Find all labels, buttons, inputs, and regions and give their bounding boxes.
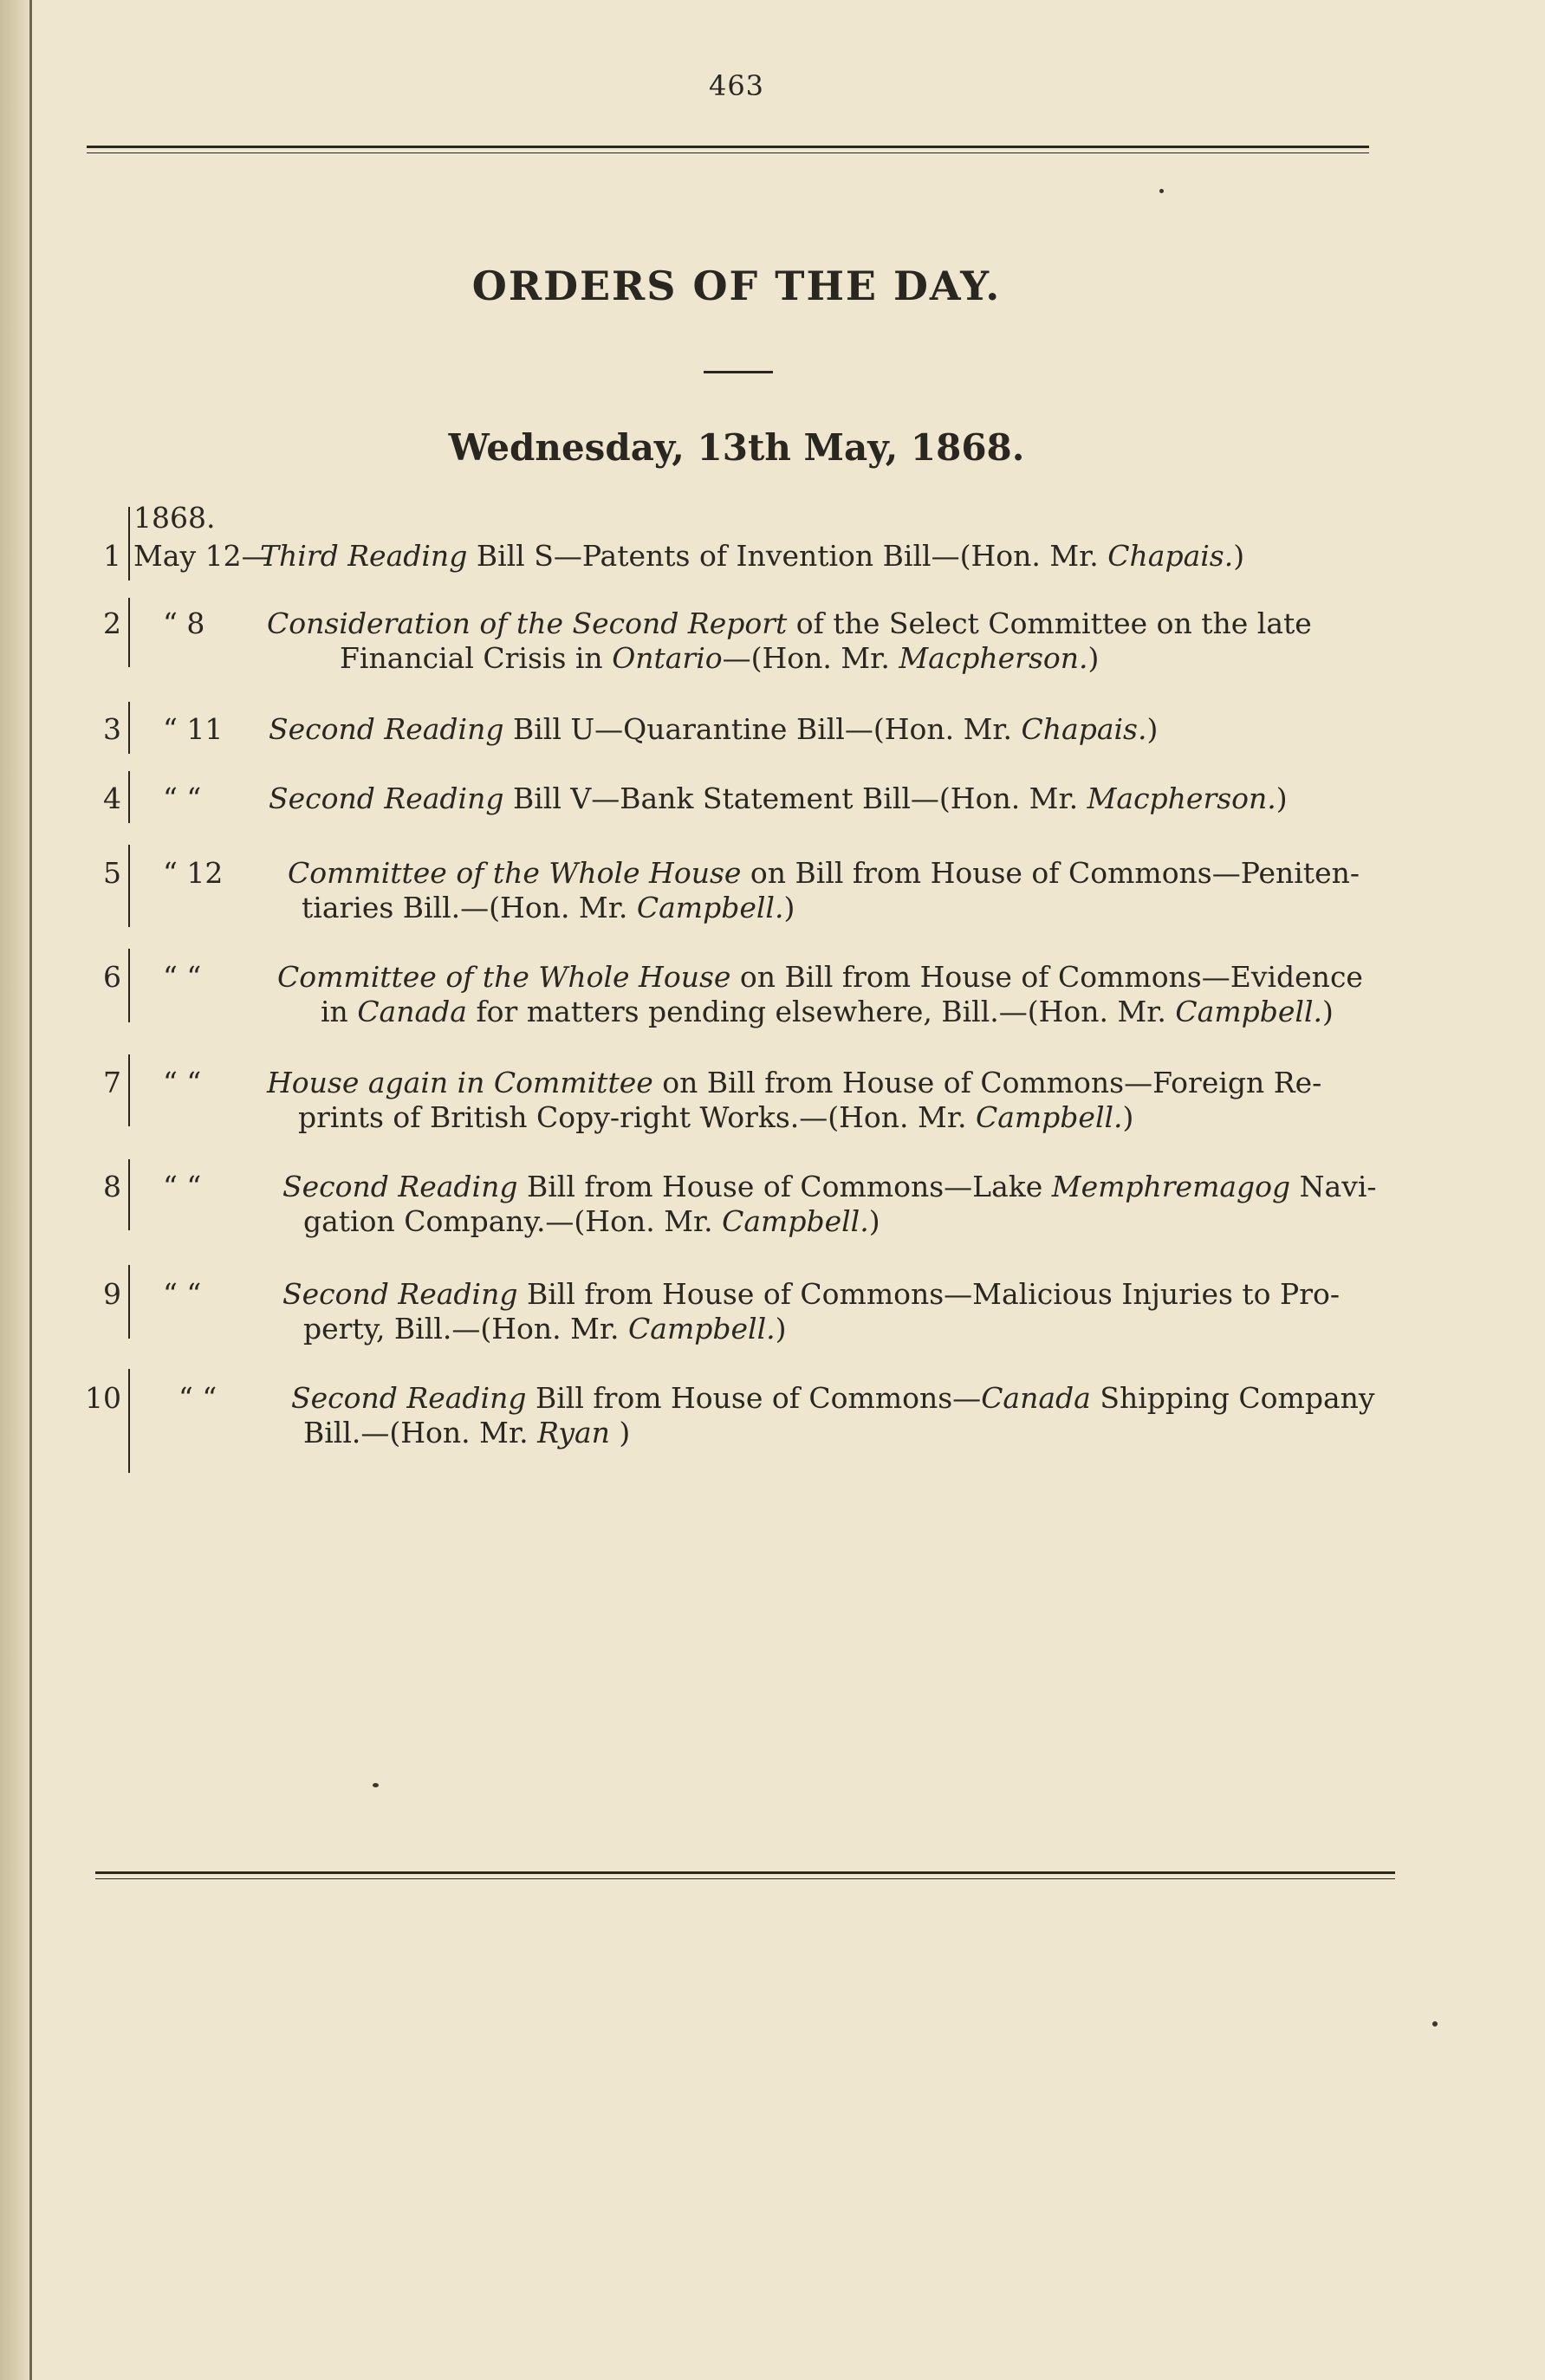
item-text-line1 bbox=[288, 856, 1360, 890]
text-segment: in bbox=[321, 995, 358, 1028]
speck bbox=[373, 1783, 379, 1787]
date-heading: Wednesday, 13th May, 1868. bbox=[448, 426, 1025, 469]
item-number: 7 bbox=[103, 1066, 121, 1099]
column-rule bbox=[128, 1265, 130, 1339]
text-segment: prints of British Copy-right Works.—(Hon. Mr. bbox=[298, 1100, 976, 1134]
item-date: “ 11 bbox=[163, 712, 224, 746]
text-segment: Bill U—Quarantine Bill—(Hon. Mr. bbox=[503, 712, 1022, 746]
italic-text: Ontario bbox=[612, 641, 723, 675]
text-segment: ) bbox=[1146, 712, 1159, 746]
item-text-line1 bbox=[291, 1381, 1375, 1415]
item-text-line1 bbox=[269, 712, 1158, 746]
item-text-line2 bbox=[340, 641, 1099, 675]
item-text-line2 bbox=[303, 1204, 880, 1238]
column-rule bbox=[128, 949, 130, 1022]
text-segment: perty, Bill.—(Hon. Mr. bbox=[303, 1312, 629, 1346]
italic-text: Campbell. bbox=[722, 1204, 869, 1238]
italic-text: Second Reading bbox=[269, 781, 504, 815]
item-text-line2 bbox=[303, 1312, 786, 1346]
italic-text: Campbell. bbox=[975, 1100, 1123, 1134]
italic-text: Second Reading bbox=[282, 1170, 518, 1203]
text-segment: Shipping Company bbox=[1090, 1381, 1375, 1415]
text-segment: ) bbox=[775, 1312, 787, 1346]
text-segment: Bill S—Patents of Invention Bill—(Hon. Mr. bbox=[467, 539, 1108, 573]
text-segment: ) bbox=[1233, 539, 1245, 573]
text-segment: Bill from House of Commons— bbox=[526, 1381, 982, 1415]
item-number: 9 bbox=[103, 1277, 121, 1311]
text-segment: Bill from House of Commons—Malicious Injuries to Pro- bbox=[517, 1277, 1341, 1311]
item-number: 3 bbox=[103, 712, 121, 746]
italic-text: Ryan bbox=[537, 1416, 610, 1449]
item-date: “ “ bbox=[163, 1066, 202, 1099]
column-rule bbox=[128, 598, 130, 667]
item-text-line1 bbox=[260, 539, 1244, 573]
italic-text: Consideration of the Second Report bbox=[267, 606, 788, 640]
item-date: “ “ bbox=[163, 960, 202, 994]
item-text-line2 bbox=[298, 1100, 1133, 1134]
item-text-line2 bbox=[321, 995, 1334, 1028]
speck bbox=[1159, 189, 1164, 193]
item-text-line1 bbox=[277, 960, 1363, 994]
speck bbox=[1432, 2021, 1438, 2027]
text-segment: on Bill from House of Commons—Evidence bbox=[730, 960, 1363, 994]
column-rule bbox=[128, 771, 130, 823]
text-segment: Bill from House of Commons—Lake bbox=[517, 1170, 1052, 1203]
italic-text: Chapais. bbox=[1107, 539, 1234, 573]
item-number: 10 bbox=[85, 1381, 121, 1415]
italic-text: Memphremagog bbox=[1051, 1170, 1291, 1203]
item-date: “ 12 bbox=[163, 856, 224, 890]
italic-text: Campbell. bbox=[628, 1312, 776, 1346]
italic-text: Chapais. bbox=[1021, 712, 1147, 746]
top-rule-thick bbox=[87, 146, 1369, 148]
text-segment: for matters pending elsewhere, Bill.—(Hon. Mr. bbox=[466, 995, 1176, 1028]
bottom-rule-thick bbox=[95, 1871, 1395, 1874]
item-text-line1 bbox=[267, 606, 1312, 640]
italic-text: Canada bbox=[981, 1381, 1091, 1415]
item-date: “ “ bbox=[179, 1381, 217, 1415]
top-rule-thin bbox=[87, 152, 1369, 153]
italic-text: Campbell. bbox=[1175, 995, 1323, 1028]
column-rule bbox=[128, 1054, 130, 1126]
item-date: “ 8 bbox=[163, 606, 205, 640]
text-segment: on Bill from House of Commons—Peniten- bbox=[741, 856, 1360, 890]
italic-text: Macpherson. bbox=[1087, 781, 1276, 815]
text-segment: ) bbox=[1276, 781, 1288, 815]
item-number: 2 bbox=[103, 606, 121, 640]
item-date: “ “ bbox=[163, 1277, 202, 1311]
italic-text: Campbell. bbox=[636, 891, 784, 924]
item-text-line2 bbox=[303, 1416, 630, 1449]
italic-text: House again in Committee bbox=[267, 1066, 653, 1099]
text-segment: ) bbox=[868, 1204, 880, 1238]
title-rule bbox=[704, 371, 773, 373]
text-segment: Bill V—Bank Statement Bill—(Hon. Mr. bbox=[503, 781, 1087, 815]
bottom-rule-thin bbox=[95, 1878, 1395, 1879]
item-text-line1 bbox=[269, 781, 1288, 815]
italic-text: Third Reading bbox=[260, 539, 468, 573]
item-text-line2 bbox=[302, 891, 795, 924]
item-text-line1 bbox=[282, 1170, 1377, 1203]
item-number: 8 bbox=[103, 1170, 121, 1203]
item-number: 4 bbox=[103, 781, 121, 815]
item-text-line1 bbox=[267, 1066, 1321, 1099]
italic-text: Committee of the Whole House bbox=[288, 856, 742, 890]
item-date: “ “ bbox=[163, 1170, 202, 1203]
text-segment: ) bbox=[1087, 641, 1100, 675]
italic-text: Second Reading bbox=[269, 712, 504, 746]
column-rule bbox=[128, 507, 130, 580]
item-number: 5 bbox=[103, 856, 121, 890]
item-date: “ “ bbox=[163, 781, 202, 815]
text-segment: on Bill from House of Commons—Foreign Re- bbox=[652, 1066, 1322, 1099]
italic-text: Second Reading bbox=[282, 1277, 518, 1311]
page-number: 463 bbox=[708, 69, 765, 102]
text-segment: gation Company.—(Hon. Mr. bbox=[303, 1204, 723, 1238]
text-segment: Navi- bbox=[1290, 1170, 1377, 1203]
column-rule bbox=[128, 845, 130, 927]
text-segment: ) bbox=[609, 1416, 631, 1449]
text-segment: Bill.—(Hon. Mr. bbox=[303, 1416, 538, 1449]
italic-text: Second Reading bbox=[291, 1381, 527, 1415]
text-segment: —(Hon. Mr. bbox=[722, 641, 899, 675]
text-segment: ) bbox=[1122, 1100, 1134, 1134]
column-rule bbox=[128, 1369, 130, 1473]
item-number: 1 bbox=[103, 539, 121, 573]
text-segment: Financial Crisis in bbox=[340, 641, 613, 675]
italic-text: Committee of the Whole House bbox=[277, 960, 731, 994]
italic-text: Canada bbox=[357, 995, 467, 1028]
item-date: May 12— bbox=[133, 539, 270, 573]
item-number: 6 bbox=[103, 960, 121, 994]
year-heading: 1868. bbox=[133, 501, 216, 535]
page-title: ORDERS OF THE DAY. bbox=[471, 263, 1002, 309]
column-rule bbox=[128, 1159, 130, 1230]
text-segment: ) bbox=[783, 891, 795, 924]
text-segment: ) bbox=[1322, 995, 1334, 1028]
column-rule bbox=[128, 702, 130, 754]
text-segment: tiaries Bill.—(Hon. Mr. bbox=[302, 891, 637, 924]
item-text-line1 bbox=[282, 1277, 1340, 1311]
text-segment: of the Select Committee on the late bbox=[787, 606, 1312, 640]
italic-text: Macpherson. bbox=[899, 641, 1088, 675]
